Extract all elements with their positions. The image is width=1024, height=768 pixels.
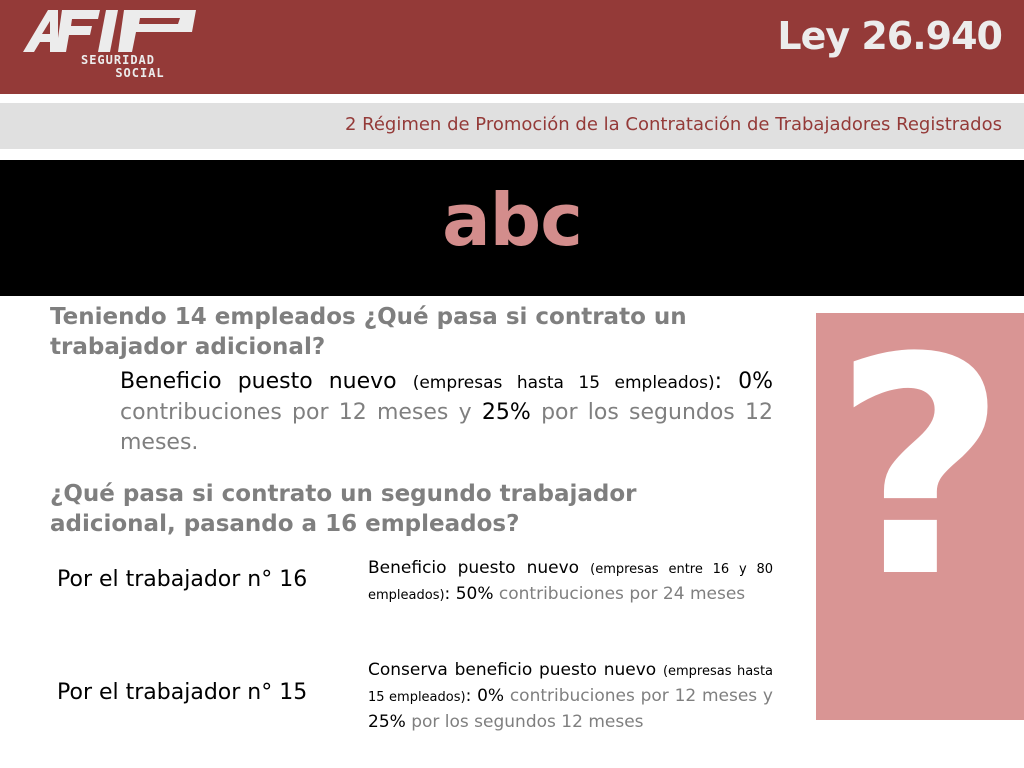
worker-15-benefit-pct-2: 25% [368, 712, 406, 732]
answer-1-colon: : [714, 369, 723, 394]
logo-letter-a [23, 10, 58, 52]
slide-subtitle: 2 Régimen de Promoción de la Contratación de Trabajadores Registrados [344, 114, 1002, 135]
page-title: Ley 26.940 [777, 14, 1002, 58]
worker-15-benefit-title: Conserva beneficio puesto nuevo [368, 660, 657, 680]
header-bar [0, 0, 1024, 94]
question-1: Teniendo 14 empleados ¿Qué pasa si contrato un trabajador adicional? [50, 304, 687, 360]
worker-16-benefit [368, 556, 773, 608]
worker-15-benefit-colon: : [465, 686, 472, 706]
banner-text: abc [442, 178, 582, 262]
question-mark-icon: ? [832, 313, 1008, 643]
answer-1-benefit: Beneficio puesto nuevo [120, 369, 397, 394]
answer-1-text-2: por los segundos 12 meses. [120, 400, 774, 455]
answer-1-pct-1: 0% [738, 369, 773, 394]
logo-letter-i [98, 10, 118, 52]
answer-1-qualifier: (empresas hasta 15 empleados) [412, 373, 715, 393]
worker-15-benefit-text-2: por los segundos 12 meses [411, 712, 644, 732]
afip-logo [20, 6, 202, 80]
logo-letter-f [56, 10, 100, 52]
logo-letter-p-hole [139, 18, 180, 24]
answer-1-text-1: contribuciones por 12 meses y [120, 400, 472, 425]
question-mark-panel [816, 313, 1024, 720]
worker-15-label: Por el trabajador n° 15 [57, 680, 308, 705]
logo-text-social: SOCIAL [115, 66, 165, 80]
worker-16-label: Por el trabajador n° 16 [57, 567, 308, 592]
worker-15-benefit [368, 658, 773, 734]
worker-16-benefit-text: contribuciones por 24 meses [498, 584, 746, 604]
logo-letter-p [118, 10, 196, 52]
worker-15-benefit-qualifier: (empresas hasta 15 empleados) [368, 664, 774, 705]
logo-text-seguridad: SEGURIDAD [80, 53, 156, 67]
worker-16-benefit-colon: : [444, 584, 451, 604]
question-2: ¿Qué pasa si contrato un segundo trabajador adicional, pasando a 16 empleados? [50, 481, 637, 537]
worker-15-benefit-pct-1: 0% [477, 686, 505, 706]
worker-15-benefit-text-1: contribuciones por 12 meses y [509, 686, 773, 706]
answer-1 [120, 367, 773, 458]
worker-16-benefit-qualifier: (empresas entre 16 y 80 empleados) [368, 562, 773, 603]
worker-16-benefit-title: Beneficio puesto nuevo [368, 558, 580, 578]
answer-1-pct-2: 25% [481, 400, 531, 425]
worker-16-benefit-pct: 50% [455, 584, 494, 604]
